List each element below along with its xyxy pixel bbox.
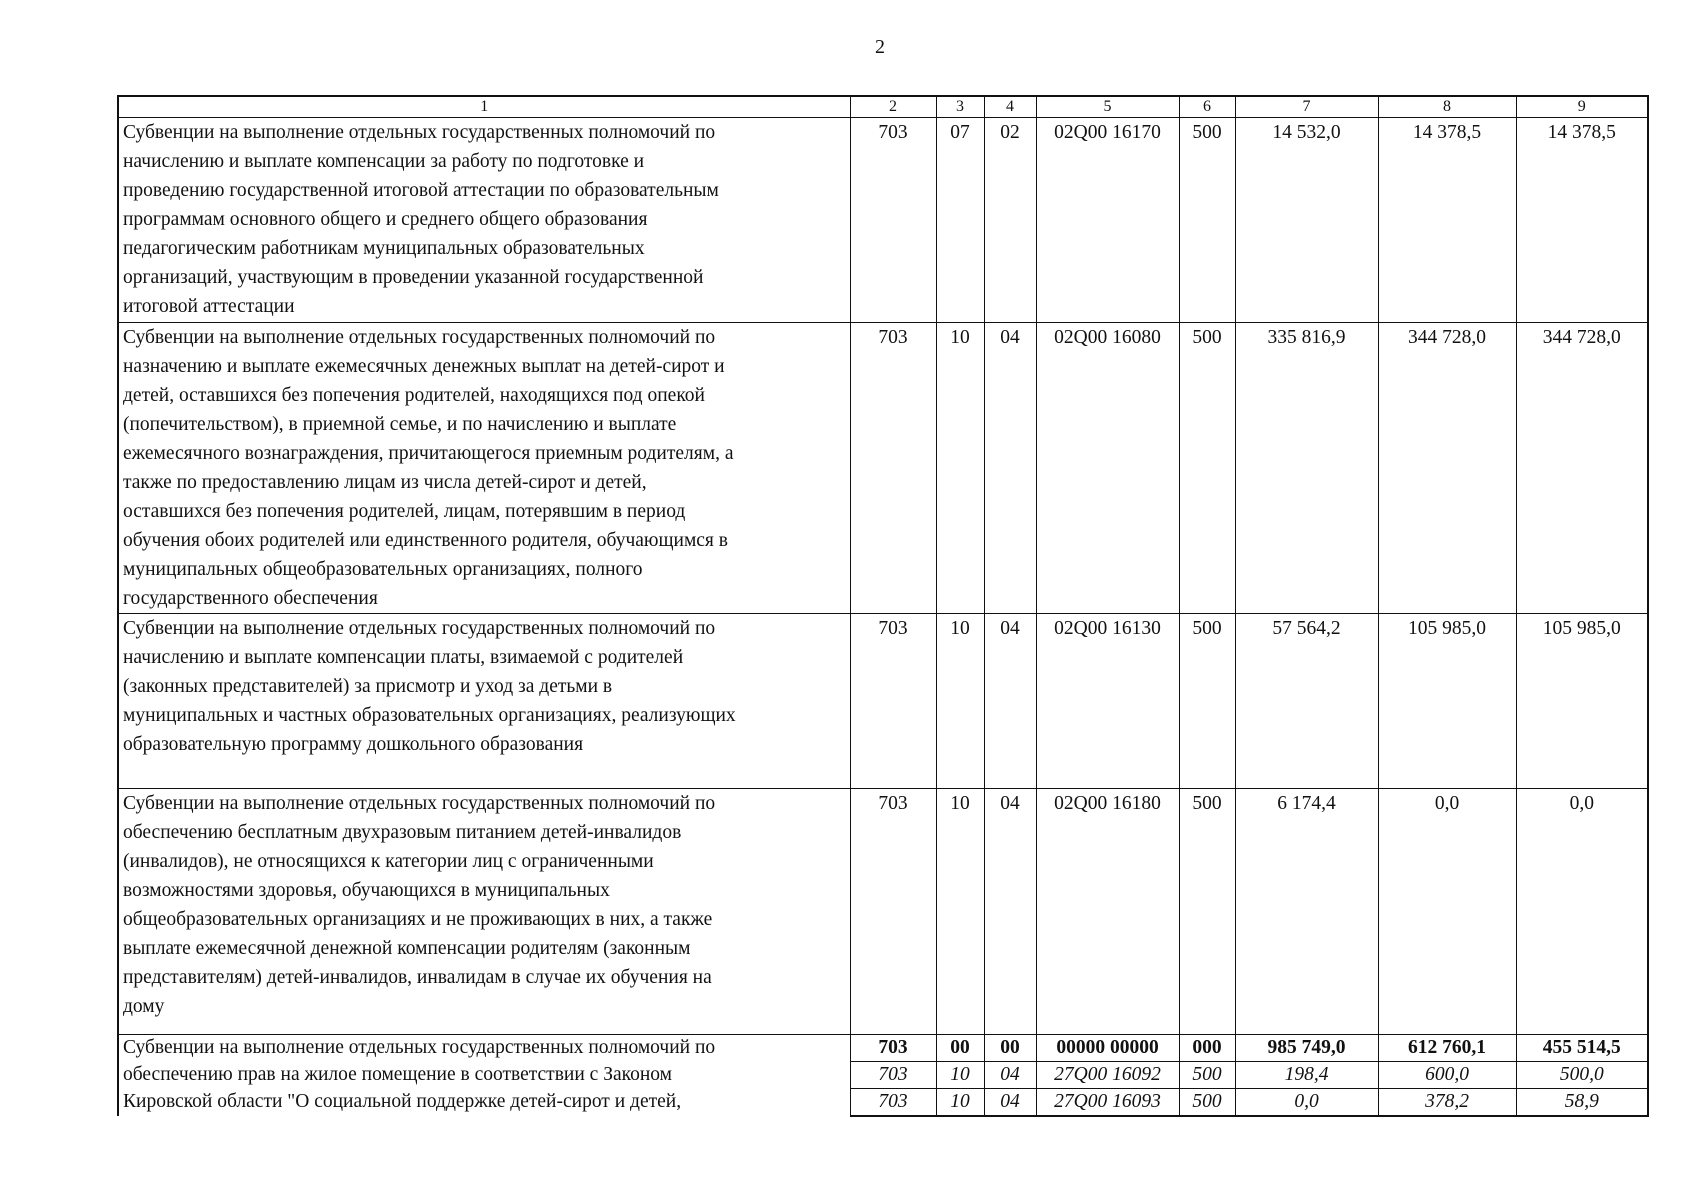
cell-amount-1: 14 532,0 <box>1235 118 1378 323</box>
cell-type: 500 <box>1179 1062 1235 1089</box>
cell-target: 02Q00 16130 <box>1036 614 1179 789</box>
header-row <box>118 96 1648 118</box>
header-cell: 9 <box>1516 96 1648 118</box>
cell-amount-2: 612 760,1 <box>1378 1035 1516 1062</box>
cell-amount-3: 14 378,5 <box>1516 118 1648 323</box>
cell-amount-3: 344 728,0 <box>1516 323 1648 614</box>
header-cell: 1 <box>118 96 850 118</box>
cell-subsection: 04 <box>984 323 1036 614</box>
cell-type: 500 <box>1179 789 1235 1035</box>
cell-subsection: 04 <box>984 1089 1036 1117</box>
page-number: 2 <box>875 36 885 58</box>
row-description: Субвенции на выполнение отдельных государственных полномочий по начислению и выплате компенсации платы, взимаемой с родителей (законных представителей) за присмотр и уход за детьми в муниципальных и частных образовательных организациях, реализующих образовательную программу дошкольного образования <box>118 614 850 789</box>
cell-amount-2: 344 728,0 <box>1378 323 1516 614</box>
cell-type: 500 <box>1179 323 1235 614</box>
cell-type: 500 <box>1179 614 1235 789</box>
cell-ved: 703 <box>850 789 936 1035</box>
cell-amount-3: 455 514,5 <box>1516 1035 1648 1062</box>
cell-subsection: 04 <box>984 1062 1036 1089</box>
row-description: Субвенции на выполнение отдельных государственных полномочий по начислению и выплате компенсации за работу по подготовке и проведению государственной итоговой аттестации по образовательным программам основного общего и среднего общего образования педагогическим работникам муниципальных образовательных организаций, участвующим в проведении указанной государственной итоговой аттестации <box>118 118 850 323</box>
cell-amount-3: 0,0 <box>1516 789 1648 1035</box>
row-description: Субвенции на выполнение отдельных государственных полномочий по обеспечению бесплатным двухразовым питанием детей-инвалидов (инвалидов), не относящихся к категории лиц с ограниченными возможностями здоровья, обучающихся в муниципальных общеобразовательных организациях и не проживающих в них, а также выплате ежемесячной денежной компенсации родителям (законным представителям) детей-инвалидов, инвалидам в случае их обучения на дому <box>118 789 850 1035</box>
table-row <box>118 118 1648 323</box>
cell-amount-2: 105 985,0 <box>1378 614 1516 789</box>
cell-target: 00000 00000 <box>1036 1035 1179 1062</box>
row-description: Субвенции на выполнение отдельных государственных полномочий по назначению и выплате ежемесячных денежных выплат на детей-сирот и детей, оставшихся без попечения родителей, находящихся под опекой (попечительством), в приемной семье, и по начислению и выплате ежемесячного вознаграждения, причитающегося приемным родителям, а также по предоставлению лицам из числа детей-сирот и детей, оставшихся без попечения родителей, лицам, потерявшим в период обучения обоих родителей или единственного родителя, обучающимся в муниципальных общеобразовательных организациях, полного государственного обеспечения <box>118 323 850 614</box>
cell-target: 02Q00 16170 <box>1036 118 1179 323</box>
header-cell: 8 <box>1378 96 1516 118</box>
row-description: Субвенции на выполнение отдельных государственных полномочий по <box>118 1035 850 1062</box>
row-description: обеспечению прав на жилое помещение в соответствии с Законом <box>118 1062 850 1089</box>
table-row <box>118 789 1648 1035</box>
cell-amount-2: 14 378,5 <box>1378 118 1516 323</box>
cell-target: 27Q00 16093 <box>1036 1089 1179 1117</box>
cell-section: 10 <box>936 1062 984 1089</box>
row-description: Кировской области "О социальной поддержке детей-сирот и детей, <box>118 1089 850 1117</box>
cell-amount-1: 985 749,0 <box>1235 1035 1378 1062</box>
table-row <box>118 1062 1648 1089</box>
cell-type: 500 <box>1179 1089 1235 1117</box>
cell-section: 10 <box>936 614 984 789</box>
cell-subsection: 04 <box>984 789 1036 1035</box>
cell-subsection: 02 <box>984 118 1036 323</box>
cell-section: 07 <box>936 118 984 323</box>
header-cell: 2 <box>850 96 936 118</box>
cell-amount-1: 0,0 <box>1235 1089 1378 1117</box>
cell-section: 00 <box>936 1035 984 1062</box>
cell-amount-2: 378,2 <box>1378 1089 1516 1117</box>
cell-target: 27Q00 16092 <box>1036 1062 1179 1089</box>
cell-amount-3: 105 985,0 <box>1516 614 1648 789</box>
table-row <box>118 1035 1648 1062</box>
cell-amount-3: 500,0 <box>1516 1062 1648 1089</box>
cell-section: 10 <box>936 1089 984 1117</box>
header-cell: 7 <box>1235 96 1378 118</box>
cell-ved: 703 <box>850 614 936 789</box>
table-row <box>118 1089 1648 1117</box>
cell-ved: 703 <box>850 1035 936 1062</box>
header-cell: 4 <box>984 96 1036 118</box>
cell-type: 500 <box>1179 118 1235 323</box>
cell-amount-3: 58,9 <box>1516 1089 1648 1117</box>
cell-section: 10 <box>936 323 984 614</box>
cell-section: 10 <box>936 789 984 1035</box>
table-row <box>118 323 1648 614</box>
cell-target: 02Q00 16080 <box>1036 323 1179 614</box>
cell-amount-1: 335 816,9 <box>1235 323 1378 614</box>
cell-amount-1: 198,4 <box>1235 1062 1378 1089</box>
cell-target: 02Q00 16180 <box>1036 789 1179 1035</box>
header-cell: 6 <box>1179 96 1235 118</box>
cell-amount-1: 57 564,2 <box>1235 614 1378 789</box>
cell-subsection: 00 <box>984 1035 1036 1062</box>
cell-amount-2: 0,0 <box>1378 789 1516 1035</box>
cell-type: 000 <box>1179 1035 1235 1062</box>
cell-ved: 703 <box>850 118 936 323</box>
header-cell: 3 <box>936 96 984 118</box>
cell-subsection: 04 <box>984 614 1036 789</box>
cell-amount-1: 6 174,4 <box>1235 789 1378 1035</box>
cell-ved: 703 <box>850 1062 936 1089</box>
table-row <box>118 614 1648 789</box>
header-cell: 5 <box>1036 96 1179 118</box>
cell-amount-2: 600,0 <box>1378 1062 1516 1089</box>
cell-ved: 703 <box>850 1089 936 1117</box>
budget-table <box>117 95 1649 1117</box>
cell-ved: 703 <box>850 323 936 614</box>
